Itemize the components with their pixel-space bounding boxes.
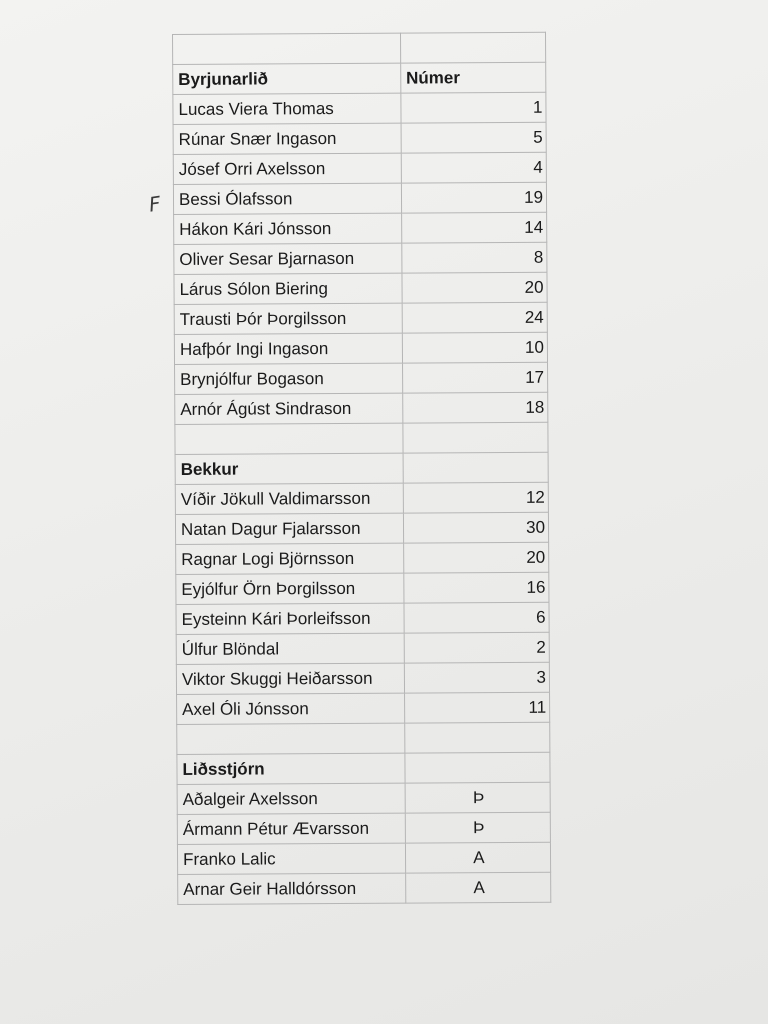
section-title: Byrjunarlið xyxy=(173,63,401,94)
handwritten-captain-mark: F xyxy=(147,191,163,217)
table-row xyxy=(175,482,548,514)
player-number: 30 xyxy=(403,512,548,543)
empty-cell xyxy=(175,423,403,454)
table-row xyxy=(176,572,549,604)
player-number: 10 xyxy=(402,332,547,363)
player-name: Bessi Ólafsson xyxy=(173,183,401,214)
empty-cell xyxy=(403,422,548,453)
player-name: Oliver Sesar Bjarnason xyxy=(174,243,402,274)
table-row xyxy=(176,602,549,634)
table-row xyxy=(174,212,547,244)
table-row xyxy=(173,92,546,124)
empty-row xyxy=(177,722,550,754)
table-row xyxy=(174,302,547,334)
table-row xyxy=(174,272,547,304)
player-name: Eysteinn Kári Þorleifsson xyxy=(176,603,404,634)
player-name: Natan Dagur Fjalarsson xyxy=(175,513,403,544)
player-name: Lárus Sólon Biering xyxy=(174,273,402,304)
player-number: 19 xyxy=(401,182,546,213)
player-number: 18 xyxy=(403,392,548,423)
table-row xyxy=(173,152,546,184)
player-name: Lucas Viera Thomas xyxy=(173,93,401,124)
table-row xyxy=(176,632,549,664)
player-name: Axel Óli Jónsson xyxy=(177,693,405,724)
staff-name: Arnar Geir Halldórsson xyxy=(178,873,406,904)
staff-role: Þ xyxy=(405,782,550,813)
player-name: Ragnar Logi Björnsson xyxy=(176,543,404,574)
roster-table xyxy=(172,32,551,905)
table-row xyxy=(177,782,550,814)
player-number: 24 xyxy=(402,302,547,333)
staff-role: Þ xyxy=(405,812,550,843)
player-number: 4 xyxy=(401,152,546,183)
empty-row xyxy=(173,32,546,64)
table-row xyxy=(176,542,549,574)
empty-cell xyxy=(177,723,405,754)
player-number: 6 xyxy=(404,602,549,633)
table-row xyxy=(173,122,546,154)
section-title: Liðsstjórn xyxy=(177,753,405,784)
player-name: Eyjólfur Örn Þorgilsson xyxy=(176,573,404,604)
staff-name: Aðalgeir Axelsson xyxy=(177,783,405,814)
section-header-staff xyxy=(177,752,550,784)
staff-name: Ármann Pétur Ævarsson xyxy=(177,813,405,844)
table-row xyxy=(175,392,548,424)
player-number: 8 xyxy=(402,242,547,273)
player-number: 11 xyxy=(404,692,549,723)
player-name: Arnór Ágúst Sindrason xyxy=(175,393,403,424)
empty-cell xyxy=(400,32,545,63)
section-header-bench xyxy=(175,452,548,484)
player-name: Jósef Orri Axelsson xyxy=(173,153,401,184)
staff-name: Franko Lalic xyxy=(177,843,405,874)
player-number: 3 xyxy=(404,662,549,693)
staff-role: A xyxy=(405,872,550,903)
number-column-header: Númer xyxy=(401,62,546,93)
player-number: 20 xyxy=(402,272,547,303)
table-row xyxy=(177,842,550,874)
table-row xyxy=(175,362,548,394)
player-number: 16 xyxy=(404,572,549,603)
player-number: 12 xyxy=(403,482,548,513)
player-name: Hákon Kári Jónsson xyxy=(174,213,402,244)
empty-row xyxy=(175,422,548,454)
section-title: Bekkur xyxy=(175,453,403,484)
player-number: 17 xyxy=(402,362,547,393)
player-number: 5 xyxy=(401,122,546,153)
player-number: 1 xyxy=(401,92,546,123)
empty-cell xyxy=(405,722,550,753)
player-name: Viktor Skuggi Heiðarsson xyxy=(176,663,404,694)
player-number: 2 xyxy=(404,632,549,663)
empty-cell xyxy=(405,752,550,783)
player-name: Hafþór Ingi Ingason xyxy=(174,333,402,364)
player-name: Rúnar Snær Ingason xyxy=(173,123,401,154)
table-row xyxy=(176,662,549,694)
player-name: Víðir Jökull Valdimarsson xyxy=(175,483,403,514)
table-row xyxy=(174,332,547,364)
section-header-starting xyxy=(173,62,546,94)
table-row xyxy=(177,812,550,844)
table-row xyxy=(178,872,551,904)
staff-role: A xyxy=(405,842,550,873)
table-row xyxy=(175,512,548,544)
empty-cell xyxy=(173,33,401,64)
player-name: Brynjólfur Bogason xyxy=(175,363,403,394)
player-name: Úlfur Blöndal xyxy=(176,633,404,664)
table-row xyxy=(177,692,550,724)
table-row xyxy=(174,242,547,274)
player-name: Trausti Þór Þorgilsson xyxy=(174,303,402,334)
empty-cell xyxy=(403,452,548,483)
table-row xyxy=(173,182,546,214)
player-number: 20 xyxy=(403,542,548,573)
player-number: 14 xyxy=(401,212,546,243)
